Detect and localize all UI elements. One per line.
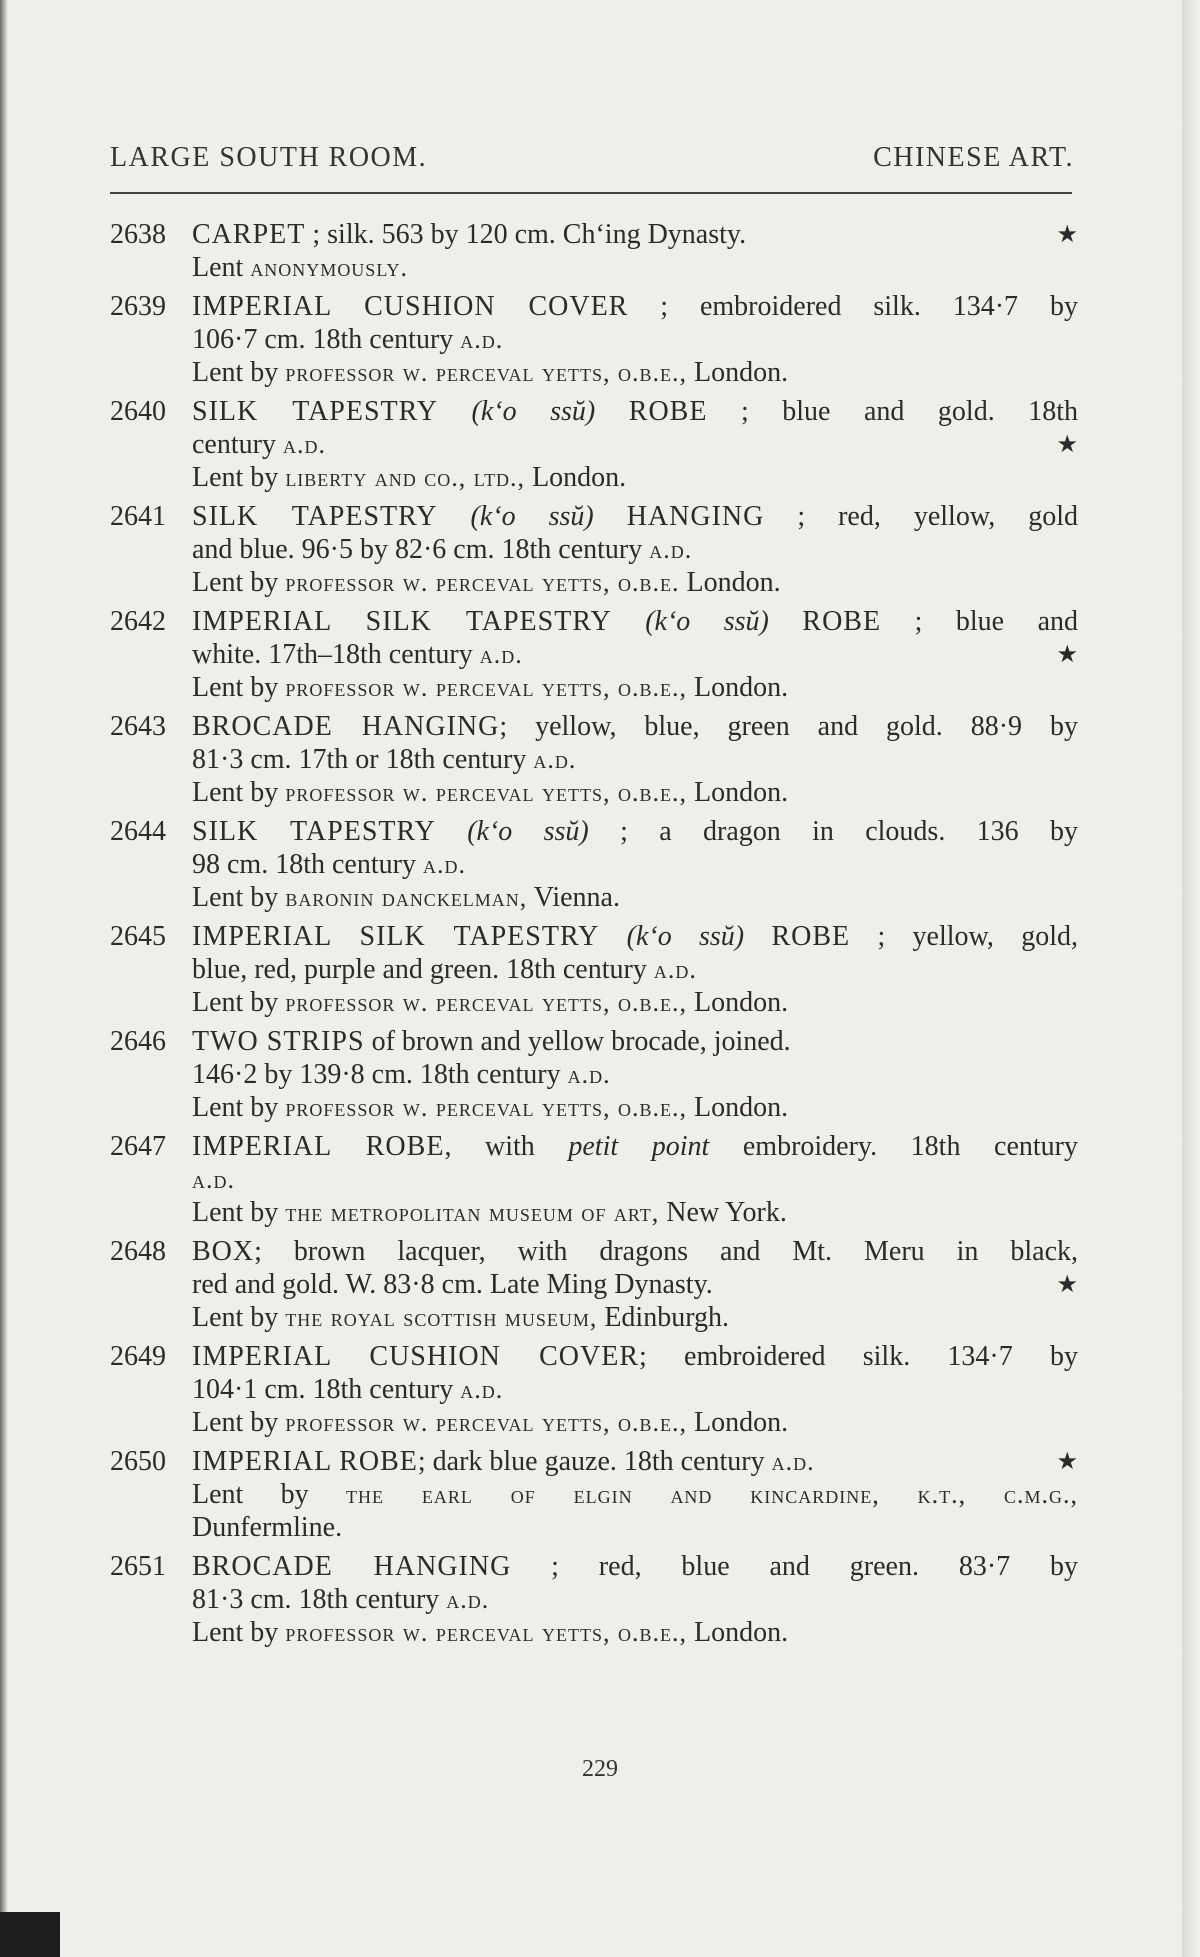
catalogue-entry — [110, 710, 1078, 809]
entry-description: white. 17th–18th century — [192, 639, 480, 670]
entry-number: 2644 — [110, 816, 166, 847]
catalogue-entries — [110, 218, 1078, 1655]
header-rule — [110, 192, 1072, 194]
page-edge — [1182, 0, 1200, 1957]
entry-description: 146·2 by 139·8 cm. 18th century — [192, 1059, 568, 1090]
entry-line — [192, 1025, 1078, 1058]
entry-line — [192, 1445, 1078, 1478]
entry-lender-line — [192, 671, 1078, 704]
lender-place: London. — [687, 672, 789, 703]
entry-description: 81·3 cm. 18th century — [192, 1584, 447, 1615]
entry-lender-line — [192, 251, 1078, 284]
lender-name: the earl of elgin and kincardine, k.t., c.m.g., — [346, 1480, 1079, 1509]
lent-prefix: Lent by — [192, 1197, 286, 1228]
lender-place: London. — [687, 987, 789, 1018]
entry-description: , with — [444, 1131, 569, 1162]
header-section: CHINESE ART. — [873, 142, 1074, 173]
entry-number: 2643 — [110, 711, 166, 742]
entry-line — [192, 1268, 1078, 1301]
catalogue-entry — [110, 1445, 1078, 1544]
book-spine-shadow — [0, 0, 8, 1957]
entry-line — [192, 1373, 1078, 1406]
entry-number: 2638 — [110, 219, 166, 250]
kesi-term: (k‘o ssŭ) — [626, 921, 745, 952]
lender-name: professor w. perceval yetts, o.b.e., — [285, 1408, 688, 1437]
page-number: 229 — [582, 1756, 618, 1782]
lender-name: professor w. perceval yetts, o.b.e., — [285, 1618, 688, 1647]
entry-title: SILK TAPESTRY — [192, 396, 439, 427]
entry-lender-place-line — [192, 1511, 1078, 1544]
entry-line — [192, 1163, 1078, 1196]
entry-lender-line — [192, 1616, 1078, 1649]
entry-lender-line — [192, 986, 1078, 1019]
entry-line — [192, 1583, 1078, 1616]
star-icon: ★ — [1056, 220, 1078, 248]
era-label: a.d. — [460, 1375, 504, 1404]
entry-description: 106·7 cm. 18th century — [192, 324, 461, 355]
entry-line — [192, 533, 1078, 566]
lender-name: professor w. perceval yetts, o.b.e., — [285, 778, 688, 807]
lent-prefix: Lent by — [192, 1407, 286, 1438]
entry-description: ; a dragon in clouds. 136 by — [588, 816, 1079, 847]
entry-title: BROCADE HANGING — [192, 711, 500, 742]
entry-line — [192, 323, 1078, 356]
era-label: a.d. — [446, 1585, 490, 1614]
lender-name: professor w. perceval yetts, o.b.e., — [285, 673, 688, 702]
lender-name: professor w. perceval yetts, o.b.e. — [285, 568, 680, 597]
entry-description: ; yellow, blue, green and gold. 88·9 by — [499, 711, 1078, 742]
era-label: a.d. — [653, 955, 697, 984]
entry-description: of brown and yellow brocade, joined. — [364, 1026, 791, 1057]
lender-place: London. — [687, 1092, 789, 1123]
entry-line — [192, 428, 1078, 461]
running-header — [110, 142, 1074, 182]
entry-lender-line — [192, 566, 1078, 599]
star-icon: ★ — [1056, 1270, 1078, 1298]
star-icon: ★ — [1056, 430, 1078, 458]
lent-prefix: Lent by — [192, 1479, 347, 1510]
entry-number: 2642 — [110, 606, 166, 637]
entry-lender-line — [192, 1478, 1078, 1511]
entry-title: IMPERIAL ROBE — [192, 1446, 418, 1477]
entry-line — [192, 638, 1078, 671]
entry-title: IMPERIAL CUSHION COVER — [192, 291, 629, 322]
kesi-term: (k‘o ssŭ) — [470, 501, 594, 532]
entry-description: ; silk. 563 by 120 cm. Ch‘ing Dynasty. — [305, 219, 747, 250]
entry-description: ; brown lacquer, with dragons and Mt. Meru in black, — [254, 1236, 1078, 1267]
lent-prefix: Lent by — [192, 1617, 286, 1648]
entry-description: red and gold. W. 83·8 cm. Late Ming Dynasty. — [192, 1269, 713, 1300]
lender-name: anonymously. — [250, 253, 409, 282]
lent-prefix: Lent by — [192, 1092, 286, 1123]
entry-description: and blue. 96·5 by 82·6 cm. 18th century — [192, 534, 650, 565]
italic-term: petit point — [568, 1131, 710, 1162]
entry-number: 2639 — [110, 291, 166, 322]
entry-lender-line — [192, 1196, 1078, 1229]
header-room: LARGE SOUTH ROOM. — [110, 142, 428, 173]
entry-description: 104·1 cm. 18th century — [192, 1374, 461, 1405]
entry-number: 2641 — [110, 501, 166, 532]
kesi-term: (k‘o ssŭ) — [467, 816, 589, 847]
catalogue-entry — [110, 395, 1078, 494]
lent-prefix: Lent by — [192, 672, 286, 703]
era-label: a.d. — [567, 1060, 611, 1089]
era-label: a.d. — [533, 745, 577, 774]
entry-line — [192, 920, 1078, 953]
entry-line — [192, 218, 1078, 251]
entry-description: ; red, blue and green. 83·7 by — [511, 1551, 1078, 1582]
entry-title-object: ROBE — [771, 921, 851, 952]
entry-description: ; embroidered silk. 134·7 by — [628, 291, 1078, 322]
entry-lender-line — [192, 881, 1078, 914]
entry-title: SILK TAPESTRY — [192, 501, 438, 532]
catalogue-entry — [110, 920, 1078, 1019]
lender-place: London. — [525, 462, 627, 493]
entry-number: 2648 — [110, 1236, 166, 1267]
catalogue-entry — [110, 1340, 1078, 1439]
lender-place: Edinburgh. — [597, 1302, 730, 1333]
entry-description: blue, red, purple and green. 18th century — [192, 954, 654, 985]
entry-line — [192, 953, 1078, 986]
lent-prefix: Lent by — [192, 987, 286, 1018]
entry-line — [192, 848, 1078, 881]
entry-description: ; blue and gold. 18th — [707, 396, 1078, 427]
lender-name: liberty and co., ltd., — [285, 463, 526, 492]
entry-lender-line — [192, 356, 1078, 389]
catalogue-entry — [110, 1130, 1078, 1229]
lent-prefix: Lent by — [192, 357, 286, 388]
catalogue-entry — [110, 605, 1078, 704]
entry-number: 2645 — [110, 921, 166, 952]
entry-line — [192, 815, 1078, 848]
lent-prefix: Lent by — [192, 1302, 286, 1333]
entry-lender-line — [192, 1406, 1078, 1439]
lender-name: professor w. perceval yetts, o.b.e., — [285, 358, 688, 387]
entry-title: IMPERIAL SILK TAPESTRY — [192, 606, 612, 637]
entry-description: ; red, yellow, gold — [764, 501, 1079, 532]
entry-line — [192, 395, 1078, 428]
era-label: a.d. — [282, 430, 326, 459]
lent-prefix: Lent by — [192, 777, 286, 808]
entry-line — [192, 500, 1078, 533]
entry-line — [192, 1058, 1078, 1091]
catalogue-entry — [110, 815, 1078, 914]
era-label: a.d. — [479, 640, 523, 669]
entry-line — [192, 290, 1078, 323]
entry-title-object: ROBE — [628, 396, 708, 427]
entry-description: 81·3 cm. 17th or 18th century — [192, 744, 534, 775]
entry-number: 2647 — [110, 1131, 166, 1162]
entry-description: ; embroidered silk. 134·7 by — [639, 1341, 1078, 1372]
lent-prefix: Lent by — [192, 567, 286, 598]
lender-name: professor w. perceval yetts, o.b.e., — [285, 1093, 688, 1122]
entry-lender-line — [192, 1091, 1078, 1124]
catalogue-entry — [110, 1235, 1078, 1334]
lender-place: Dunfermline. — [192, 1512, 343, 1543]
entry-number: 2640 — [110, 396, 166, 427]
era-label: a.d. — [771, 1447, 815, 1476]
lender-place: Vienna. — [527, 882, 620, 913]
era-label: a.d. — [422, 850, 466, 879]
lender-place: London. — [687, 357, 789, 388]
entry-line — [192, 605, 1078, 638]
lender-name: baronin danckelman, — [285, 883, 528, 912]
catalogue-entry — [110, 290, 1078, 389]
entry-line — [192, 1130, 1078, 1163]
entry-title: CARPET — [192, 219, 306, 250]
star-icon: ★ — [1056, 1447, 1078, 1475]
entry-line — [192, 1550, 1078, 1583]
lender-place: London. — [687, 777, 789, 808]
lender-place: London. — [687, 1407, 789, 1438]
entry-title: IMPERIAL SILK TAPESTRY — [192, 921, 600, 952]
entry-title: BOX — [192, 1236, 255, 1267]
entry-lender-line — [192, 1301, 1078, 1334]
entry-title: BROCADE HANGING — [192, 1551, 512, 1582]
entry-description: ; dark blue gauze. 18th century — [417, 1446, 772, 1477]
entry-description: ; yellow, gold, — [850, 921, 1079, 952]
lender-name: professor w. perceval yetts, o.b.e., — [285, 988, 688, 1017]
lender-name: the metropolitan museum of art, — [285, 1198, 660, 1227]
entry-description: century — [192, 429, 283, 460]
lender-place: London. — [679, 567, 781, 598]
entry-number: 2650 — [110, 1446, 166, 1477]
lender-place: New York. — [659, 1197, 787, 1228]
entry-title-object: HANGING — [626, 501, 765, 532]
catalogue-entry — [110, 1025, 1078, 1124]
entry-lender-line — [192, 776, 1078, 809]
entry-line — [192, 1235, 1078, 1268]
entry-line — [192, 743, 1078, 776]
entry-number: 2651 — [110, 1551, 166, 1582]
entry-number: 2646 — [110, 1026, 166, 1057]
catalogue-entry — [110, 500, 1078, 599]
entry-title: IMPERIAL ROBE — [192, 1131, 445, 1162]
catalogue-entry — [110, 218, 1078, 284]
entry-title: IMPERIAL CUSHION COVER — [192, 1341, 639, 1372]
entry-title: TWO STRIPS — [192, 1026, 365, 1057]
era-label: a.d. — [649, 535, 693, 564]
entry-description: ; blue and — [881, 606, 1078, 637]
kesi-term: (k‘o ssŭ) — [645, 606, 769, 637]
entry-title: SILK TAPESTRY — [192, 816, 436, 847]
star-icon: ★ — [1056, 640, 1078, 668]
entry-description: 98 cm. 18th century — [192, 849, 423, 880]
entry-description: embroidery. 18th century — [709, 1131, 1078, 1162]
entry-line — [192, 710, 1078, 743]
lender-place: London. — [687, 1617, 789, 1648]
entry-title-object: ROBE — [802, 606, 882, 637]
entry-number: 2649 — [110, 1341, 166, 1372]
era-label: a.d. — [192, 1165, 235, 1194]
era-label: a.d. — [460, 325, 504, 354]
kesi-term: (k‘o ssŭ) — [471, 396, 596, 427]
corner-mark — [0, 1912, 60, 1957]
lent-prefix: Lent — [192, 252, 244, 283]
lender-name: the royal scottish museum, — [285, 1303, 598, 1332]
entry-line — [192, 1340, 1078, 1373]
lent-prefix: Lent by — [192, 462, 286, 493]
entry-lender-line — [192, 461, 1078, 494]
lent-prefix: Lent by — [192, 882, 286, 913]
catalogue-entry — [110, 1550, 1078, 1649]
